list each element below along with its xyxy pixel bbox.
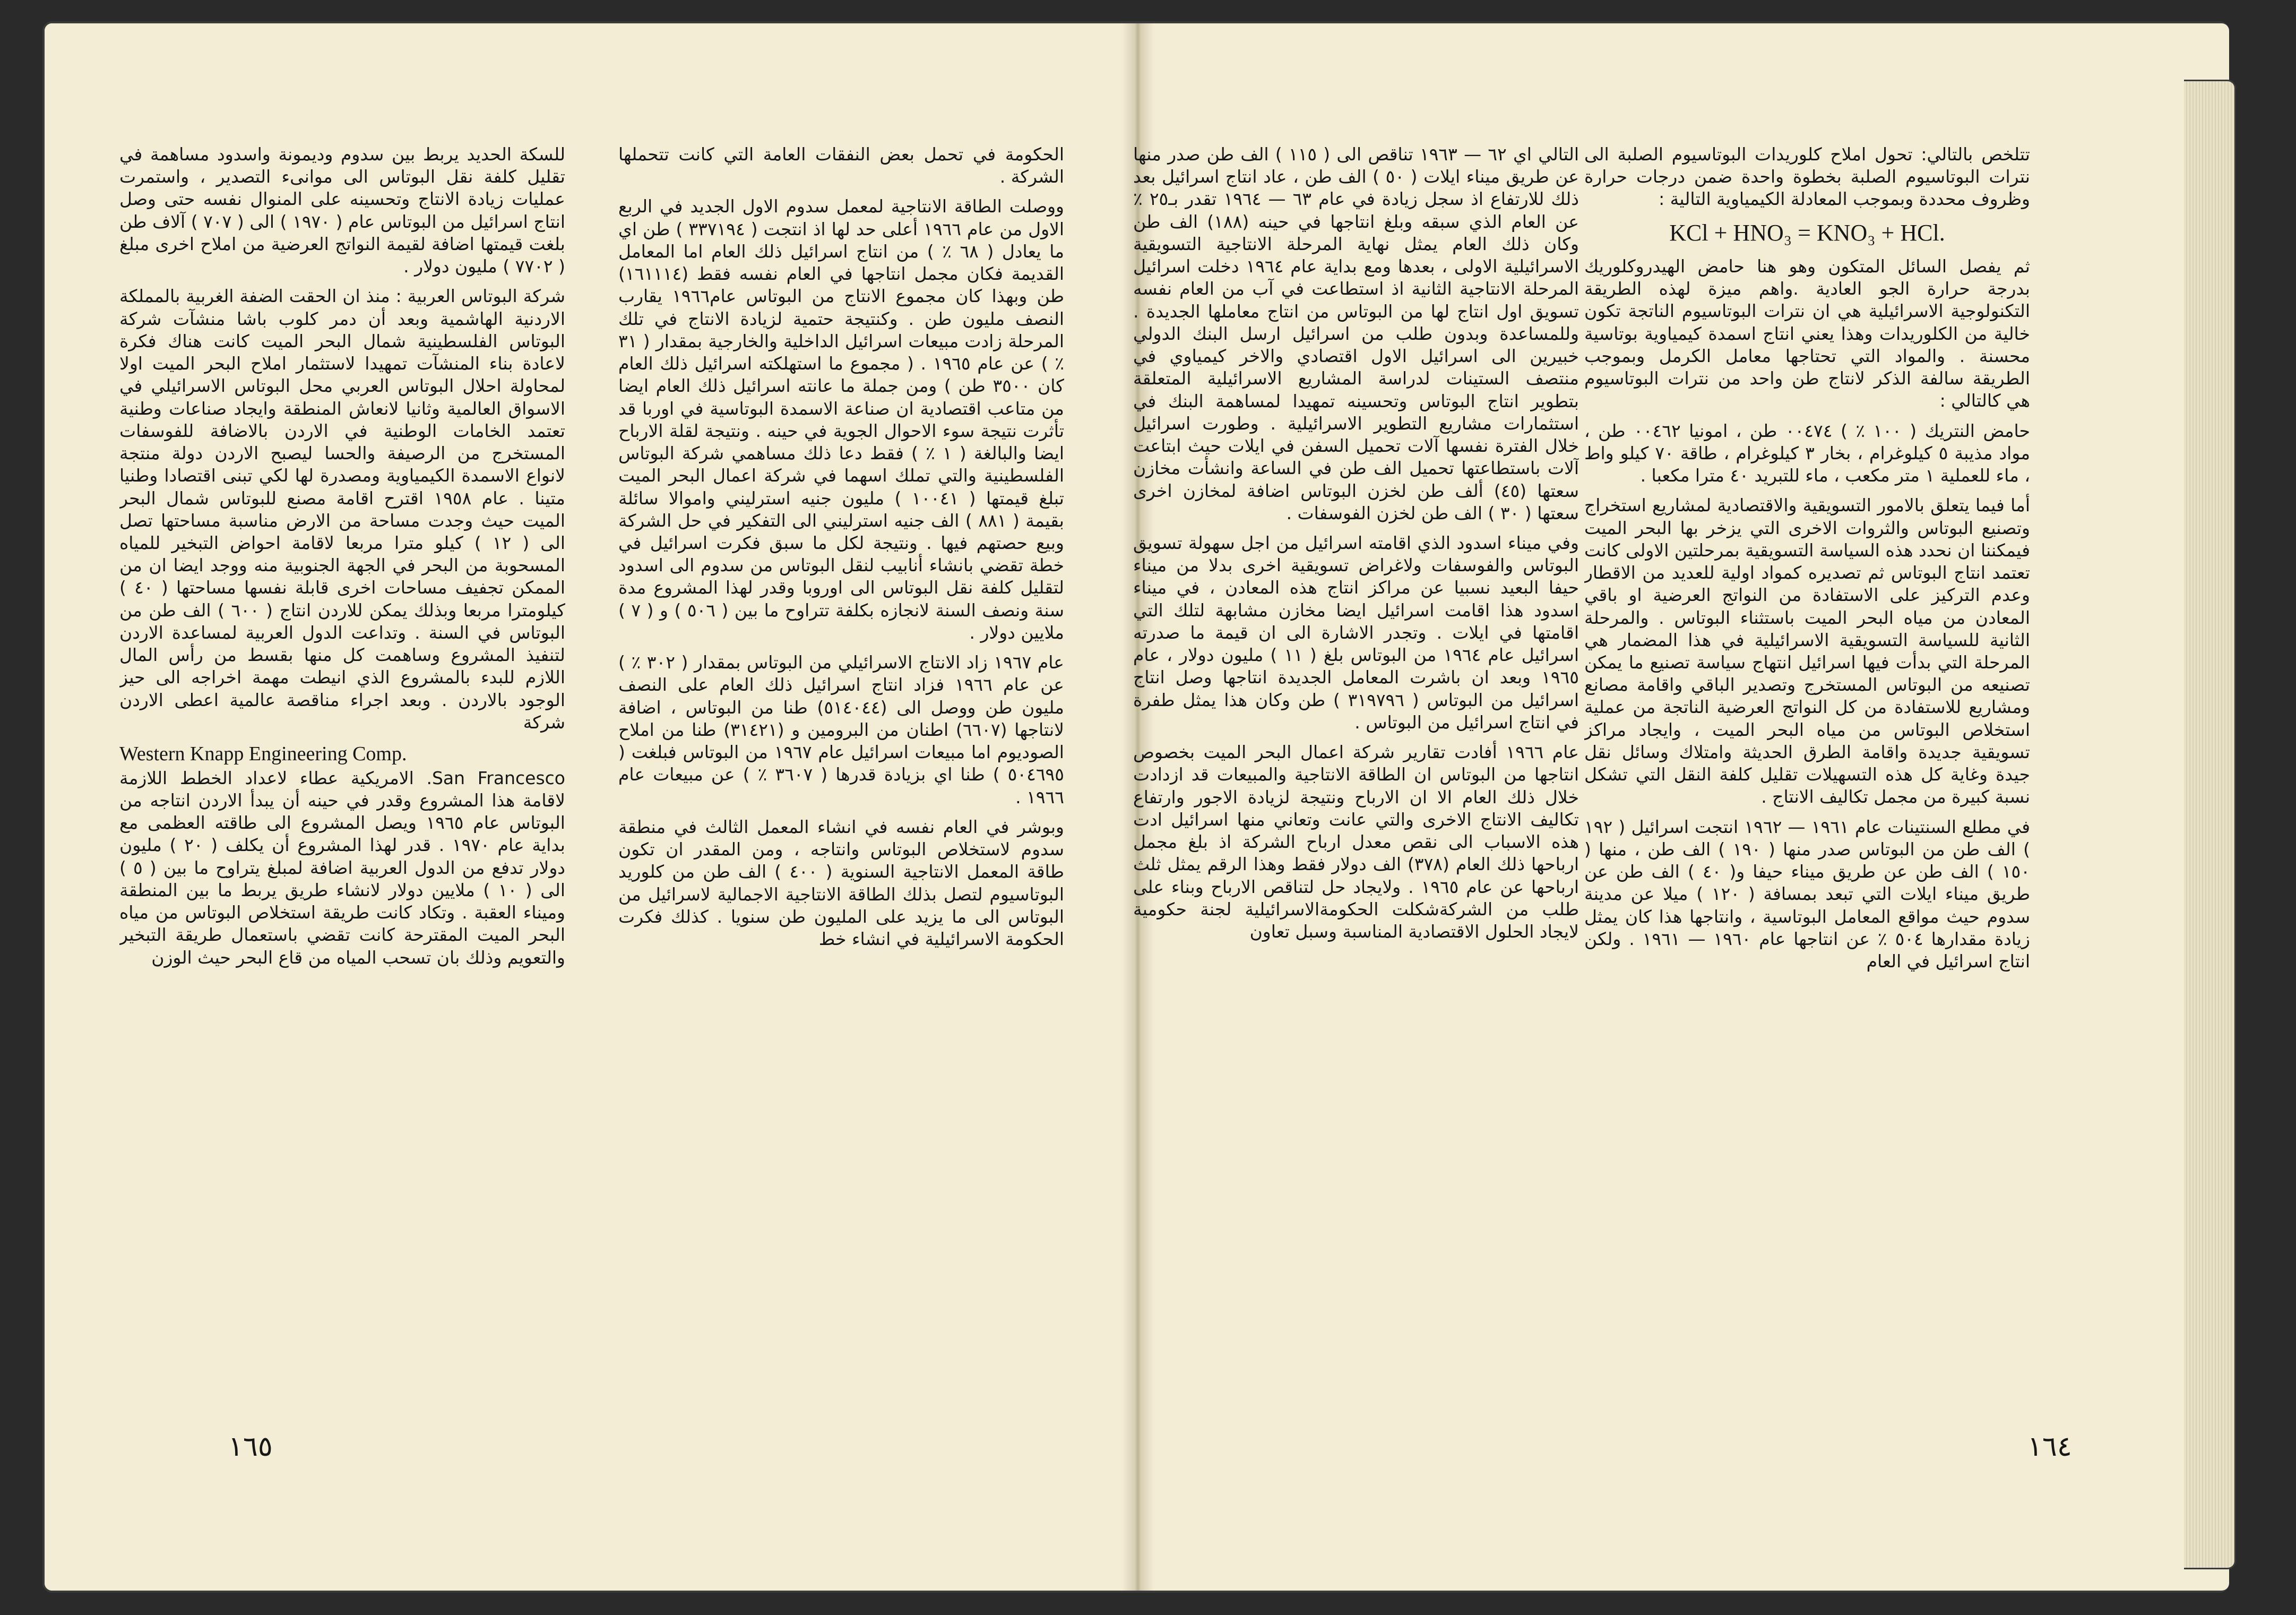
company-name: Western Knapp Engineering Comp. xyxy=(119,743,407,766)
chemical-equation: KCl + HNO₃ = KNO₃ + HCl. xyxy=(1669,219,1945,246)
paragraph: أما فيما يتعلق بالامور التسويقية والاقتصادية لمشاريع استخراج وتصنيع البوتاس والثروات الاخرى التي يزخر بها البحر الميت فيمكننا ان نحدد هذه السياسة التسويقية بمرحلتين الاولى كانت تعتمد انتاج البوتاس ثم تصديره كمواد اولية للعديد من الاقطار وعدم التركيز على الاستفادة من النواتج العرضية او باقي المعادن من مياه البحر الميت باستثناء البوتاس . والمرحلة الثانية للسياسة التسويقية الاسرائيلية في هذا المضمار هي المرحلة التي بدأت فيها اسرائيل انتهاج سياسة تصنيع ما يمكن تصنيعه من البوتاس المستخرج وتصدير الباقي واقامة مصانع ومشاريع للاستفادة من كل النواتج العرضية الناتجة من عملية استخلاص البوتاس من مياه البحر الميت ، وايجاد مراكز تسويقية جديدة واقامة الطرق الحديثة وامتلاك وسائل نقل جيدة وغاية كل هذه التسهيلات تقليل كلفة النقل التي تشكل نسبة كبيرة من مجمل تكاليف الانتاج . xyxy=(1584,495,2030,808)
paragraph: التالي اي ٦٢ — ١٩٦٣ تناقص الى ( ١١٥ ) الف طن صدر منها عن طريق ميناء ايلات ( ٥٠ ) الف طن ، عاد انتاج اسرائيل بعد ذلك للارتفاع اذ سجل زيادة في عام ٦٣ — ١٩٦٤ تقدر بـ٢٥ ٪ عن العام الذي سبقه وبلغ انتاجها في حينه (١٨٨) الف طن وكان ذلك العام يمثل نهاية المرحلة الانتاجية التسويقية الاسرائيلية الاولى ، بعدها ومع بداية عام ١٩٦٤ دخلت اسرائيل المرحلة الانتاجية الثانية اذ استطاعت في آب من العام نفسه تسويق اول انتاج لها من البوتاس من انتاج معاملها الجديدة . وللمساعدة وبدون طلب من اسرائيل ارسل البنك الدولي خبيرين الى اسرائيل الاول اقتصادي والاخر كيمياوي في منتصف الستينات لدراسة المشاريع الاسرائيلية المتعلقة بتطوير انتاج البوتاس وتحسينه تمهيدا لمساهمة البنك في استثمارات مشاريع التطوير الاسرائيلية . وطورت اسرائيل خلال الفترة نفسها آلات تحميل السفن في ايلات حيث ابتاعت آلات باستطاعتها تحميل الف طن في الساعة وانشأت مخازن سعتها (٤٥) ألف طن لخزن البوتاس اضافة لمخازن اخرى سعتها ( ٣٠ ) الف طن لخزن الفوسفات . xyxy=(1133,144,1579,523)
paragraph: للسكة الحديد يربط بين سدوم وديمونة واسدود مساهمة في تقليل كلفة نقل البوتاس الى موانىء التصدير ، واستمرت عمليات زيادة الانتاج وتحسينه على المنوال نفسه حتى وصل انتاج اسرائيل من البوتاس عام ( ١٩٧٠ ) الى ( ٧٠٧ ) آلاف طن بلغت قيمتها اضافة لقيمة النواتج العرضية من املاح اخرى مبلغ ( ٧٧٠٢ ) مليون دولار . xyxy=(119,144,565,277)
right-page-column-1 xyxy=(1584,143,2030,1412)
paragraph: شركة البوتاس العربية : منذ ان الحقت الضفة الغربية بالمملكة الاردنية الهاشمية وبعد أن دمر كلوب باشا منشآت شركة البوتاس الفلسطينية شمال البحر الميت كانت هناك فكرة لاعادة بناء المنشآت تمهيدا لاستثمار املاح البحر الميت اولا لمحاولة احلال البوتاس العربي محل البوتاس الاسرائيلي في الاسواق العالمية وثانيا لانعاش المنطقة وايجاد صناعات وطنية تعتمد الخامات الوطنية في الاردن بالاضافة للفوسفات المستخرج من الرصيفة والحسا ليصبح الاردن دولة منتجة لانواع الاسمدة الكيمياوية ومصدرة لها لكي تبنى اقتصادا وطنيا متينا . عام ١٩٥٨ اقترح اقامة مصنع للبوتاس شمال البحر الميت حيث وجدت مساحة من الارض مناسبة مساحتها تصل الى ( ١٢ ) كيلو مترا مربعا لاقامة احواض التبخير للمياه المسحوبة من البحر في الجهة الجنوبية منه ووجد ايضا ان من الممكن تجفيف مساحات اخرى قابلة نفسها مساحتها ( ٤٠ ) كيلومترا مربعا وبذلك يمكن للاردن انتاج ( ٦٠٠ ) الف طن من البوتاس في السنة . وتداعت الدول العربية لمساعدة الاردن لتنفيذ المشروع وساهمت كل منها بقسط من رأس المال اللازم للبدء بالمشروع الذي انيطت مهمة اخراجه الى حيز الوجود بالاردن . وبعد اجراء مناقصة عالمية اعطى الاردن شركة xyxy=(119,286,565,733)
left-page-column-2 xyxy=(119,143,565,1412)
paragraph: ثم يفصل السائل المتكون وهو هنا حامض الهيدروكلوريك بدرجة حرارة الجو العادية .واهم ميزة لهذه الطريقة التكنولوجية الاسرائيلية هي ان نترات البوتاسيوم الناتجة تكون خالية من الكلوريدات وهذا يعني انتاج اسمدة كيمياوية بوتاسية محسنة . والمواد التي تحتاجها معامل الكرمل وبموجب الطريقة سالفة الذكر لانتاج طن واحد من نترات البوتاسيوم هي كالتالي : xyxy=(1584,256,2030,411)
paragraph: وفي ميناء اسدود الذي اقامته اسرائيل من اجل سهولة تسويق البوتاس والفوسفات ولاغراض تسويقية اخرى بدلا من ميناء حيفا البعيد نسبيا عن مراكز انتاج هذه المعادن ، في ميناء اسدود هذا اقامت اسرائيل ايضا مخازن مشابهة لتلك التي اقامتها في ايلات . وتجدر الاشارة الى ان قيمة ما صدرته اسرائيل عام ١٩٦٤ من البوتاس بلغ ( ١١ ) مليون دولار ، عام ١٩٦٥ وبعد ان باشرت المعامل الجديدة انتاجها وصل انتاج اسرائيل من البوتاس ( ٣١٩٧٩٦ ) طن وكان هذا يمثل طفرة في انتاج اسرائيل من البوتاس . xyxy=(1133,532,1579,733)
paragraph: حامض النتريك ( ١٠٠ ٪ ) ٠٠٤٧٤ طن ، امونيا ٠٠٤٦٢ طن ، مواد مذيبة ٥ كيلوغرام ، بخار ٣ كيلوغرام ، طاقة ٧٠ كيلو واط ، ماء للعملية ١ متر مكعب ، ماء للتبريد ٤٠ مترا مكعبا . xyxy=(1584,420,2030,486)
paragraph: عام ١٩٦٦ أفادت تقارير شركة اعمال البحر الميت بخصوص انتاجها من البوتاس ان الطاقة الانتاجية والمبيعات قد ازدادت خلال ذلك العام الا ان الارباح ونتيجة لزيادة الاجور وارتفاع تكاليف الانتاج الاخرى والتي عانت وتعاني منها اسرائيل ادت هذه الاسباب الى نقص معدل ارباح الشركة اذ بلغ مجمل ارباحها ذلك العام (٣٧٨) الف دولار فقط وهذا الرقم يمثل ثلث ارباحها عن عام ١٩٦٥ . ولايجاد حل لتناقص الارباح وبناء على طلب من الشركةشكلت الحكومةالاسرائيلية لجنة حكومية لايجاد الحلول الاقتصادية المناسبة وسبل تعاون xyxy=(1133,742,1579,942)
paragraph: في مطلع السنتينات عام ١٩٦١ — ١٩٦٢ انتجت اسرائيل ( ١٩٢ ) الف طن من البوتاس صدر منها ( ١٩٠ ) الف طن ، منها ( ١٥٠ ) الف طن عن طريق ميناء حيفا و( ٤٠ ) الف طن عن طريق ميناء ايلات التي تبعد بمسافة ( ١٢٠ ) ميلا عن مدينة سدوم حيث مواقع المعامل البوتاسية ، وانتاجها هذا كان يمثل زيادة مقدارها ٥٠٤ ٪ عن انتاجها عام ١٩٦٠ — ١٩٦١ . ولكن انتاج اسرائيل في العام xyxy=(1584,816,2030,972)
right-page-column-2 xyxy=(1133,143,1579,1412)
left-page-column-1 xyxy=(618,143,1064,1412)
paragraph: عام ١٩٦٧ زاد الانتاج الاسرائيلي من البوتاس بمقدار ( ٣٠٢ ٪ ) عن عام ١٩٦٦ فزاد انتاج اسرائيل ذلك العام على النصف مليون طن ووصل الى (٥١٤٠٤٤) طنا من البوتاس ، اضافة لانتاجها (٦٦٠٧) اطنان من البرومين و (٣١٤٢١) طنا من املاح الصوديوم اما مبيعات اسرائيل عام ١٩٦٧ من البوتاس فبلغت ( ٥٠٤٦٩٥ ) طنا اي بزيادة قدرها ( ٣٦٠٧ ٪ ) عن مبيعات عام ١٩٦٦ . xyxy=(618,652,1064,808)
paragraph: ووصلت الطاقة الانتاجية لمعمل سدوم الاول الجديد في الربع الاول من عام ١٩٦٦ أعلى حد لها اذ انتجت ( ٣٣٧١٩٤ ) طن اي ما يعادل ( ٦٨ ٪ ) من انتاج اسرائيل ذلك العام اما المعامل القديمة فكان مجمل انتاجها في العام نفسه فقط (١٦١١١٤) طن وبهذا كان مجموع الانتاج من البوتاس عام١٩٦٦ يقارب النصف مليون طن . وكنتيجة حتمية لزيادة الانتاج في تلك المرحلة زادت مبيعات اسرائيل الداخلية والخارجية بمقدار ( ٣١ ٪ ) عن عام ١٩٦٥ . ( مجموع ما استهلكته اسرائيل ذلك العام كان ٣٥٠٠ طن ) ومن جملة ما عانته اسرائيل ذلك العام ايضا من متاعب اقتصادية ان صناعة الاسمدة البوتاسية في اوربا قد تأثرت نتيجة سوء الاحوال الجوية في حينه . ونتيجة لقلة الارباح ايضا والبالغة ( ١ ٪ ) فقط دعا ذلك مساهمي شركة البوتاس الفلسطينية والتي تملك اسهما في شركة اعمال البحر الميت تبلغ قيمتها ( ١٠٠٤١ ) مليون جنيه استرليني واموالا سائلة بقيمة ( ٨٨١ ) الف جنيه استرليني الى التفكير في حل الشركة وبيع حصتهم فيها . ونتيجة لكل ما سبق فكرت اسرائيل في خطة تقضي بانشاء أنابيب لنقل البوتاس من سدوم الى اسدود لتقليل كلفة نقل البوتاس الى اوروبا وقدر لهذا المشروع مدة سنة ونصف السنة لانجازه بكلفة تتراوح ما بين ( ٥٠٦ ) و ( ٧ ) ملايين دولار . xyxy=(618,196,1064,643)
page-edges xyxy=(2184,80,2236,1569)
paragraph: تتلخص بالتالي: تحول املاح كلوريدات البوتاسيوم الصلبة الى نترات البوتاسيوم الصلبة بخطوة واحدة ضمن درجات حرارة وظروف محددة وبموجب المعادلة الكيمياوية التالية : xyxy=(1584,144,2030,210)
paragraph: San Francesco. الامريكية عطاء لاعداد الخطط اللازمة لاقامة هذا المشروع وقدر في حينه أن يبدأ الاردن انتاجه من البوتاس عام ١٩٦٥ ويصل المشروع الى طاقته العظمى مع بداية عام ١٩٧٠ . قدر لهذا المشروع أن يكلف ( ٢٠ ) مليون دولار تدفع من الدول العربية اضافة لمبلغ يتراوح ما بين ( ٥ ) الى ( ١٠ ) ملايين دولار لانشاء طريق يربط ما بين المنطقة وميناء العقبة . وتكاد كانت طريقة استخلاص البوتاس من مياه البحر الميت المقترحة كانت تقضي باستعمال طريقة التبخير والتعويم وذلك بان تسحب المياه من قاع البحر حيث الوزن xyxy=(119,767,565,968)
page-number-left: ١٦٥ xyxy=(228,1431,273,1463)
page-number-right: ١٦٤ xyxy=(2027,1431,2072,1463)
paragraph: وبوشر في العام نفسه في انشاء المعمل الثالث في منطقة سدوم لاستخلاص البوتاس وانتاجه ، ومن المقدر ان تكون طاقة المعمل الانتاجية السنوية ( ٤٠٠ ) الف طن من كلوريد البوتاسيوم لتصل بذلك الطاقة الانتاجية الاجمالية لاسرائيل من البوتاس الى ما يزيد على المليون طن سنويا . كذلك فكرت الحكومة الاسرائيلية في انشاء خط xyxy=(618,816,1064,949)
paragraph: الحكومة في تحمل بعض النفقات العامة التي كانت تتحملها الشركة . xyxy=(618,144,1064,187)
